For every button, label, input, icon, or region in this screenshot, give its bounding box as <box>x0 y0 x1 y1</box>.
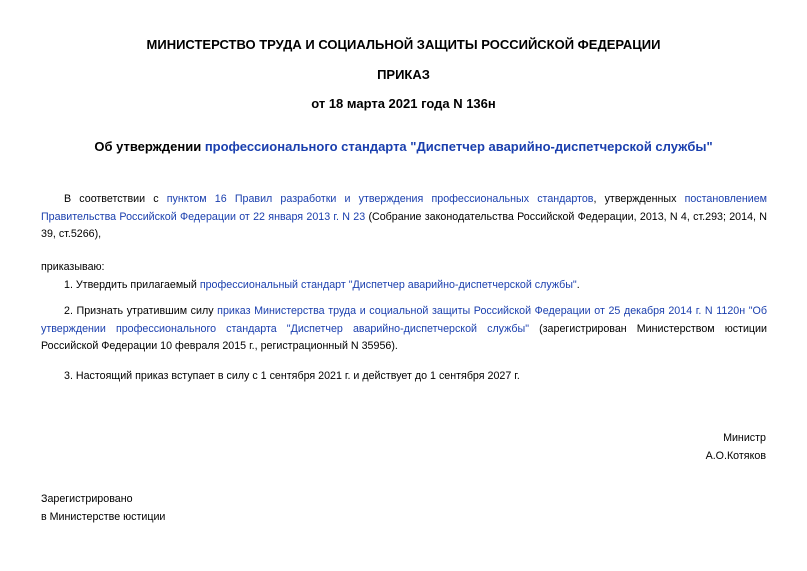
signatory-position: Министр <box>723 432 766 444</box>
title-prefix: Об утверждении <box>94 139 205 154</box>
preamble-paragraph <box>41 191 767 244</box>
item2-text-2: (зарегистрирован Министерством юстиции Российской Федерации 10 февраля 2015 г., регистрационный N 35956). <box>41 322 767 352</box>
document-type: ПРИКАЗ <box>377 67 430 82</box>
order-item-3: 3. Настоящий приказ вступает в силу с 1 сентября 2021 г. и действует до 1 сентября 2027 г. <box>64 370 520 382</box>
registration-block <box>41 491 165 526</box>
preamble-text-3: (Собрание законодательства Российской Федерации, 2013, N 4, ст.293; 2014, N 39, ст.5266), <box>41 210 767 240</box>
item2-text-1: 2. Признать утратившим силу <box>64 305 218 317</box>
item1-text-2: . <box>576 278 580 291</box>
title-standard-link[interactable]: профессионального стандарта "Диспетчер аварийно-диспетчерской службы" <box>204 139 713 154</box>
signature-block <box>706 430 766 465</box>
document-title <box>0 139 807 155</box>
document-date: от 18 марта 2021 года N 136н <box>311 96 496 111</box>
preamble-text-2: , утвержденных <box>593 193 685 205</box>
order-word: приказываю: <box>41 261 105 273</box>
rules-clause-link[interactable]: пунктом 16 Правил разработки и утверждения профессиональных стандартов <box>166 193 594 205</box>
ministry-heading: МИНИСТЕРСТВО ТРУДА И СОЦИАЛЬНОЙ ЗАЩИТЫ РОССИЙСКОЙ ФЕДЕРАЦИИ <box>146 37 661 52</box>
preamble-block <box>41 191 767 244</box>
previous-order-link[interactable]: приказ Министерства труда и социальной защиты Российской Федерации от 25 декабря 2014 г. N 1120н "Об утверждении профессионального стандарта "Диспетчер аварийно-диспетчерской службы" <box>41 305 767 335</box>
order-item-3-block <box>41 368 767 386</box>
registration-line-1: Зарегистрировано <box>41 493 133 505</box>
order-block <box>41 259 767 294</box>
government-decree-link[interactable]: постановлением Правительства Российской Федерации от 22 января 2013 г. N 23 <box>41 193 767 223</box>
order-item-1 <box>41 277 767 295</box>
registration-line-2: в Министерстве юстиции <box>41 510 166 523</box>
order-item-2-block <box>41 303 767 356</box>
preamble-text-1: В соответствии с <box>64 193 167 205</box>
item1-text-1: 1. Утвердить прилагаемый <box>64 278 200 291</box>
signatory-name: А.О.Котяков <box>705 449 766 462</box>
standard-link[interactable]: профессиональный стандарт "Диспетчер аварийно-диспетчерской службы" <box>199 278 577 291</box>
order-item-2 <box>41 303 767 356</box>
